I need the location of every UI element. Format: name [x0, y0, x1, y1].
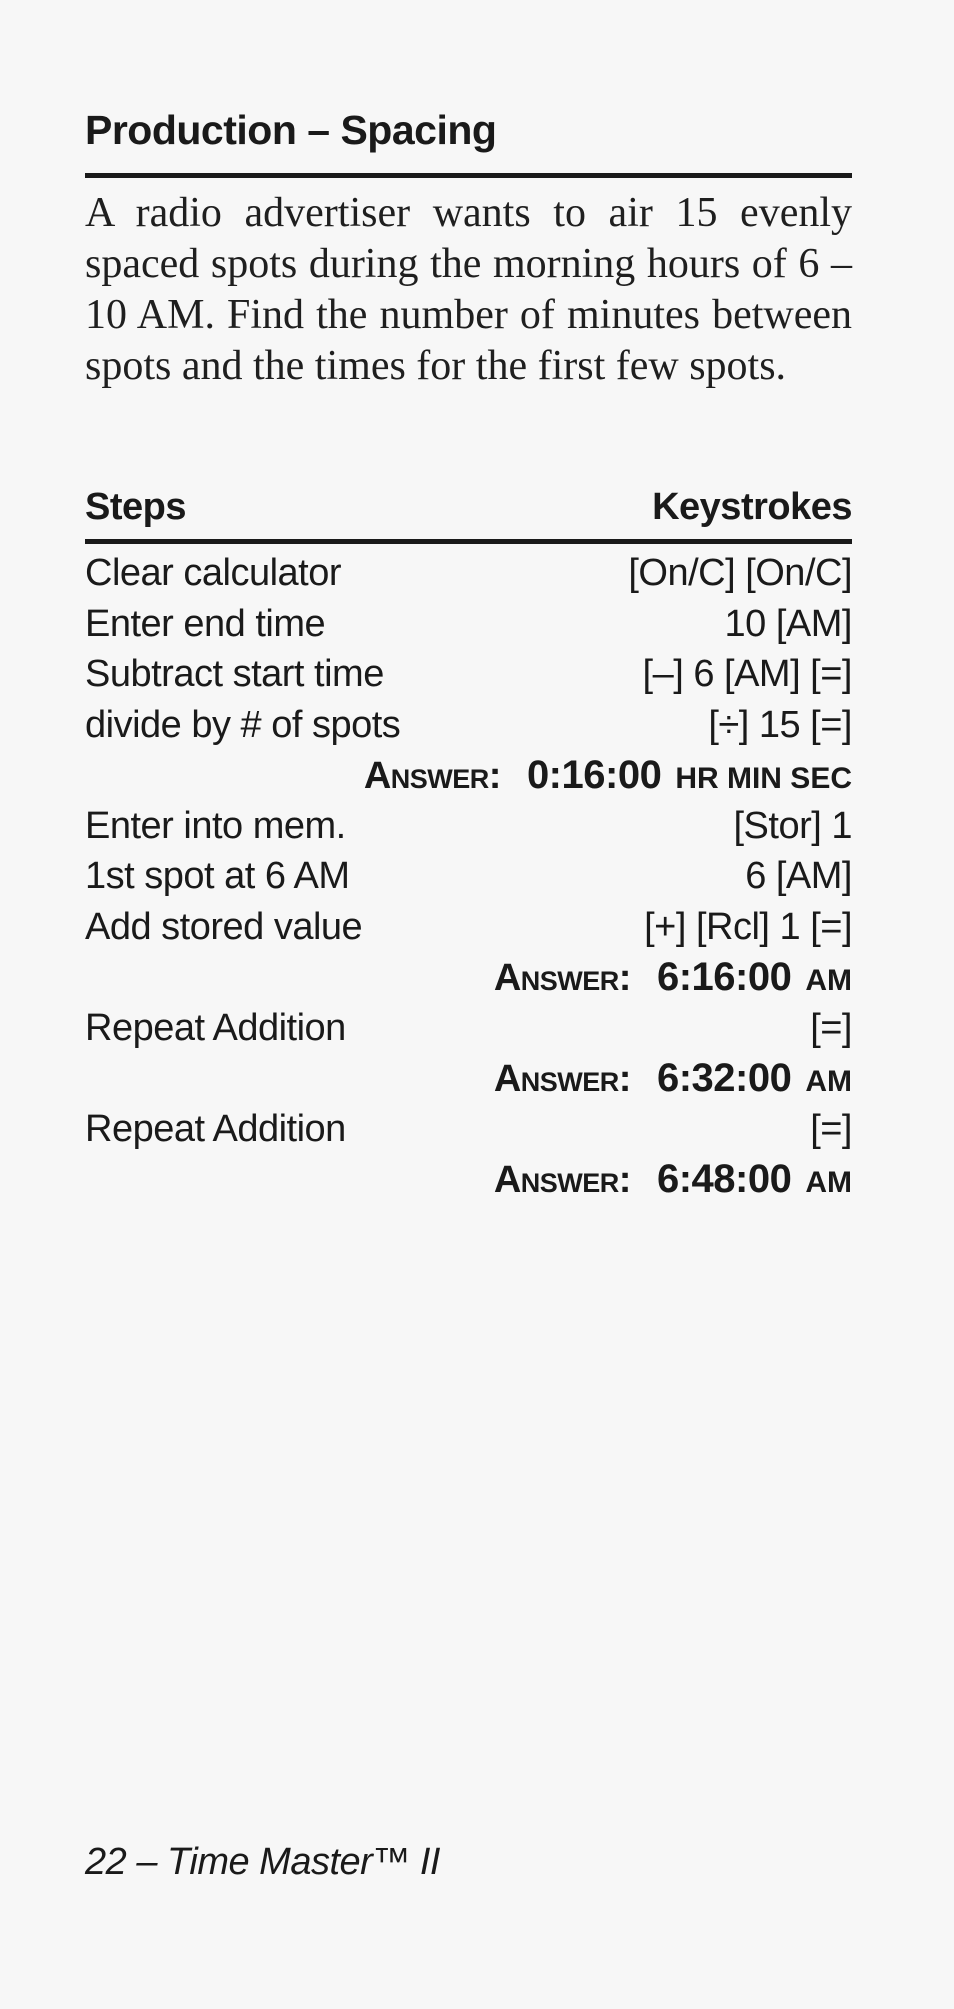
table-row: [85, 548, 852, 599]
keystrokes-column-header: Keystrokes: [652, 486, 852, 528]
table-row: [85, 801, 852, 852]
title-divider: [85, 173, 852, 178]
section-title: Production – Spacing: [85, 107, 497, 153]
step-label: Enter end time: [85, 602, 326, 645]
answer-value: 6:48:00: [656, 1157, 792, 1201]
answer-label: Answer:: [363, 755, 501, 797]
keystroke-sequence: [–] 6 [AM] [=]: [642, 653, 852, 695]
table-row: [85, 1003, 852, 1054]
answer-unit: AM: [805, 964, 852, 997]
keystroke-sequence: [Stor] 1: [733, 804, 852, 847]
page-footer: 22 – Time Master™ II: [85, 1841, 440, 1883]
keystroke-sequence: 6 [AM]: [745, 855, 852, 897]
keystroke-sequence: [=]: [810, 1107, 852, 1150]
table-header-divider: [85, 539, 852, 544]
table-row: [85, 700, 852, 751]
keystroke-sequence: [÷] 15 [=]: [708, 703, 852, 746]
answer-unit: HR MIN SEC: [675, 762, 852, 795]
answer-unit: AM: [805, 1065, 852, 1098]
step-label: 1st spot at 6 AM: [85, 855, 350, 897]
answer-label: Answer:: [493, 1159, 631, 1201]
answer-row: [85, 1053, 852, 1104]
answer-unit: AM: [805, 1166, 852, 1199]
step-label: divide by # of spots: [85, 703, 401, 746]
step-label: Subtract start time: [85, 653, 384, 695]
keystroke-sequence: [On/C] [On/C]: [628, 552, 852, 594]
table-row: [85, 599, 852, 650]
table-header: [85, 488, 852, 526]
answer-row: [85, 952, 852, 1003]
table-row: [85, 649, 852, 700]
step-label: Repeat Addition: [85, 1107, 346, 1150]
problem-description: A radio advertiser wants to air 15 evenly spaced spots during the morning hours of 6 – 10 AM. Find the number of minutes between spots and the times for the first few spots.: [85, 190, 852, 389]
keystroke-sequence: [+] [Rcl] 1 [=]: [644, 905, 852, 948]
step-label: Clear calculator: [85, 552, 341, 594]
table-row: [85, 851, 852, 902]
keystroke-sequence: 10 [AM]: [724, 602, 852, 645]
answer-row: [85, 750, 852, 801]
answer-value: 6:32:00: [656, 1056, 792, 1100]
table-row: [85, 902, 852, 953]
steps-table: [85, 548, 852, 1205]
answer-value: 6:16:00: [656, 955, 792, 999]
answer-label: Answer:: [493, 957, 631, 999]
step-label: Enter into mem.: [85, 804, 346, 847]
keystroke-sequence: [=]: [810, 1006, 852, 1049]
steps-column-header: Steps: [85, 486, 186, 528]
answer-row: [85, 1154, 852, 1205]
answer-value: 0:16:00: [526, 753, 662, 797]
answer-label: Answer:: [493, 1058, 631, 1100]
step-label: Repeat Addition: [85, 1006, 346, 1049]
step-label: Add stored value: [85, 905, 363, 948]
table-row: [85, 1104, 852, 1155]
